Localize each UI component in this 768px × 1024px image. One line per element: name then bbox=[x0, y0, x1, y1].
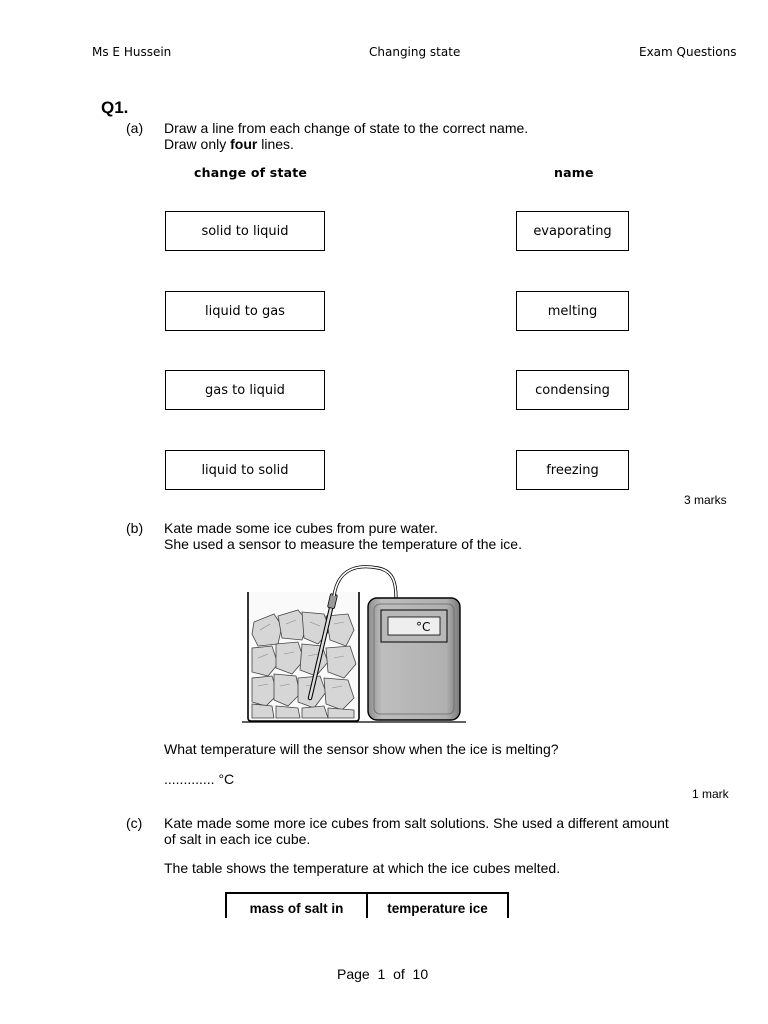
page-footer: Page 1 of 10 bbox=[337, 966, 429, 982]
name-box-condensing[interactable]: condensing bbox=[516, 370, 629, 410]
part-c-text-2: of salt in each ice cube. bbox=[164, 831, 311, 847]
part-b-text-2: She used a sensor to measure the temperature of the ice. bbox=[164, 536, 522, 552]
change-of-state-heading: change of state bbox=[194, 165, 308, 180]
question-number: Q1. bbox=[101, 98, 129, 117]
change-box-gas-to-liquid[interactable]: gas to liquid bbox=[165, 370, 325, 410]
part-b-prompt: What temperature will the sensor show when the ice is melting? bbox=[164, 741, 559, 757]
change-box-solid-to-liquid[interactable]: solid to liquid bbox=[165, 211, 325, 251]
ice-sensor-illustration bbox=[238, 560, 470, 730]
table-header-temperature: temperature ice bbox=[366, 894, 507, 918]
name-box-evaporating[interactable]: evaporating bbox=[516, 211, 629, 251]
meter-display-screen bbox=[388, 617, 440, 635]
table-header-mass: mass of salt in bbox=[249, 900, 344, 916]
ice-cubes bbox=[252, 610, 356, 718]
change-box-liquid-to-solid[interactable]: liquid to solid bbox=[165, 450, 325, 490]
change-box-liquid-to-gas[interactable]: liquid to gas bbox=[165, 291, 325, 331]
salt-table-header bbox=[225, 892, 509, 918]
part-b-label: (b) bbox=[126, 520, 144, 536]
part-b-text-1: Kate made some ice cubes from pure water. bbox=[164, 520, 438, 536]
header-topic: Changing state bbox=[369, 45, 461, 59]
meter-unit-label: °C bbox=[416, 620, 431, 634]
part-a-label: (a) bbox=[126, 120, 144, 136]
name-box-melting[interactable]: melting bbox=[516, 291, 629, 331]
part-c-text-3: The table shows the temperature at which the ice cubes melted. bbox=[164, 860, 561, 876]
header-doc-type: Exam Questions bbox=[639, 45, 737, 59]
header-author: Ms E Hussein bbox=[92, 45, 172, 59]
part-b-marks: 1 mark bbox=[692, 787, 729, 801]
part-a-marks: 3 marks bbox=[684, 493, 727, 507]
part-a-instruction-1: Draw a line from each change of state to the correct name. bbox=[164, 120, 529, 136]
answer-line[interactable]: ............. °C bbox=[164, 771, 235, 787]
name-box-freezing[interactable]: freezing bbox=[516, 450, 629, 490]
part-a-instruction-2: Draw only four lines. bbox=[164, 136, 294, 152]
part-c-label: (c) bbox=[126, 815, 143, 831]
part-c-text-1: Kate made some more ice cubes from salt solutions. She used a different amount bbox=[164, 815, 669, 831]
name-heading: name bbox=[554, 165, 594, 180]
